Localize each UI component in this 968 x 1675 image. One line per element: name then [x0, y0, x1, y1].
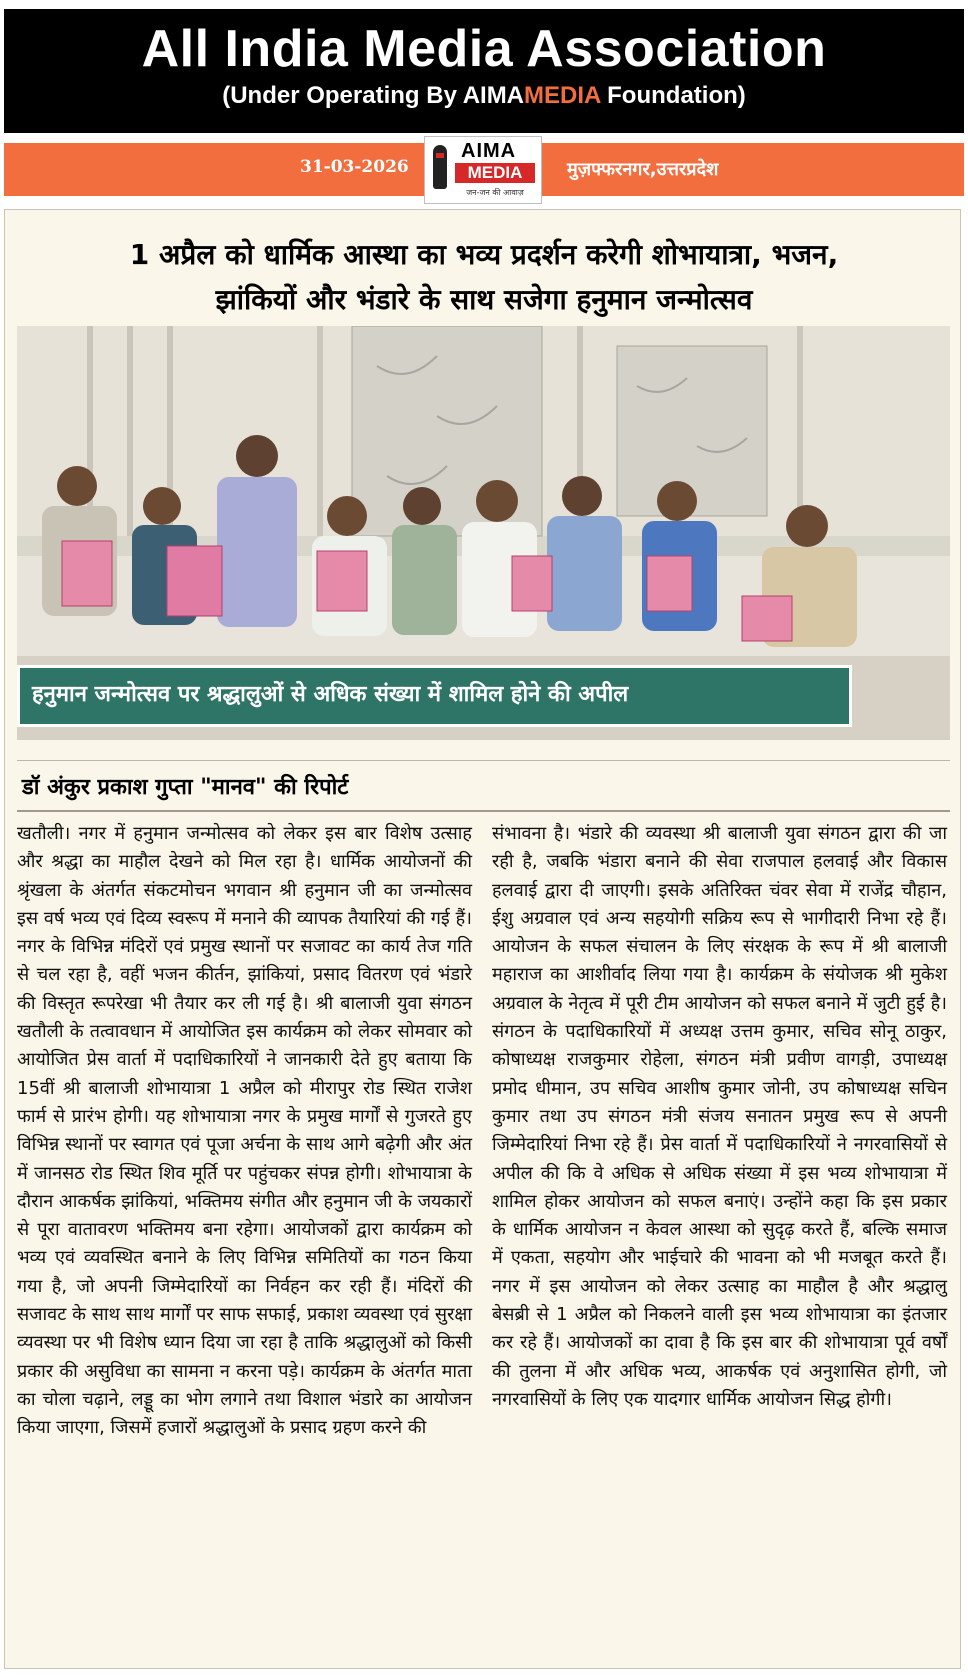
article-headline: [18, 232, 950, 322]
subtitle-pre: (Under Operating By AIMA: [222, 82, 525, 109]
dateline-location: मुज़फ्फरनगर,उत्तरप्रदेश: [567, 159, 719, 180]
subtitle-post: Foundation): [600, 82, 746, 109]
microphone-icon: [433, 145, 447, 189]
aima-media-logo: [424, 136, 542, 204]
masthead-subtitle: [4, 79, 964, 113]
masthead-title: All India Media Association: [141, 20, 827, 78]
headline-line-1: 1 अप्रैल को धार्मिक आस्था का भव्य प्रदर्शन करेगी शोभायात्रा, भजन,: [129, 238, 839, 271]
divider: [17, 810, 950, 812]
logo-media-text: MEDIA: [455, 163, 535, 183]
logo-aima-text: AIMA: [461, 140, 517, 162]
logo-tagline: जन-जन की आवाज़: [466, 188, 524, 197]
reporter-byline: डॉ अंकुर प्रकाश गुप्ता "मानव" की रिपोर्ट: [22, 775, 349, 800]
masthead: [4, 9, 964, 133]
article-column-right: संभावना है। भंडारे की व्यवस्था श्री बालाजी युवा संगठन द्वारा की जा रही है, जबकि भंडारा बनाने की सेवा राजपाल हलवाई और विकास हलवाई द्वारा दी जाएगी। इसके अतिरिक्त चंवर सेवा में राजेंद्र चौहान, ईशु अग्रवाल एवं अन्य सहयोगी सक्रिय रूप से भागीदारी निभा रहे हैं। आयोजन के सफल संचालन के लिए संरक्षक के रूप में श्री बालाजी महाराज का आशीर्वाद लिया गया है। कार्यक्रम के संयोजक श्री मुकेश अग्रवाल के नेतृत्व में पूरी टीम आयोजन को सफल बनाने में जुटी हुई है। संगठन के पदाधिकारियों में अध्यक्ष उत्तम कुमार, सचिव सोनू ठाकुर, कोषाध्यक्ष राजकुमार रोहेला, संगठन मंत्री प्रवीण वागड़ी, उपाध्यक्ष प्रमोद धीमान, उप सचिव आशीष कुमार जोनी, उप कोषाध्यक्ष सचिन कुमार तथा उप संगठन मंत्री संजय सनातन प्रमुख रूप से अपनी जिम्मेदारियां निभा रहे हैं। प्रेस वार्ता में पदाधिकारियों ने नगरवासियों से अपील की कि वे अधिक से अधिक संख्या में इस भव्य शोभायात्रा में शामिल होकर आयोजन को सफल बनाएं। उन्होंने कहा कि इस प्रकार के धार्मिक आयोजन न केवल आस्था को सुदृढ़ करते हैं, बल्कि समाज में एकता, सहयोग और भाईचारे की भावना को भी मजबूत करते हैं। नगर में इस आयोजन को लेकर उत्साह का माहौल है और श्रद्धालु बेसब्री से 1 अप्रैल को निकलने वाली इस भव्य शोभायात्रा का इंतजार कर रहे हैं। आयोजकों का दावा है कि इस बार की शोभायात्रा पूर्व वर्षों की तुलना में और अधिक भव्य, आकर्षक एवं अनुशासित होगी, जो नगरवासियों के लिए एक यादगार धार्मिक आयोजन सिद्ध होगी।: [492, 823, 947, 1410]
article-column-left: खतौली। नगर में हनुमान जन्मोत्सव को लेकर इस बार विशेष उत्साह और श्रद्धा का माहौल देखने को मिल रहा है। धार्मिक आयोजनों की श्रृंखला के अंतर्गत संकटमोचन भगवान श्री हनुमान जी का जन्मोत्सव इस वर्ष भव्य एवं दिव्य स्वरूप में मनाने की व्यापक तैयारियां की गई हैं। नगर के विभिन्न मंदिरों एवं प्रमुख स्थानों पर सजावट का कार्य तेज गति से चल रहा है, वहीं भजन कीर्तन, झांकियां, प्रसाद वितरण एवं भंडारे की विस्तृत रूपरेखा भी तैयार कर ली गई है। श्री बालाजी युवा संगठन खतौली के तत्वावधान में आयोजित इस कार्यक्रम को लेकर सोमवार को आयोजित प्रेस वार्ता में पदाधिकारियों ने जानकारी देते हुए बताया कि 15वीं श्री बालाजी शोभायात्रा 1 अप्रैल को मीरापुर रोड स्थित राजेश फार्म से प्रारंभ होगी। यह शोभायात्रा नगर के प्रमुख मार्गों से गुजरते हुए विभिन्न स्थानों पर स्वागत एवं पूजा अर्चना के साथ आगे बढ़ेगी और अंत में जानसठ रोड स्थित शिव मूर्ति पर पहुंचकर संपन्न होगी। शोभायात्रा के दौरान आकर्षक झांकियां, भक्तिमय संगीत और हनुमान जी के जयकारों से पूरा वातावरण भक्तिमय बना रहेगा। आयोजकों द्वारा कार्यक्रम को भव्य एवं व्यवस्थित बनाने के लिए विभिन्न समितियों का गठन किया गया है, जो अपनी जिम्मेदारियों का निर्वहन कर रही हैं। मंदिरों की सजावट के साथ साथ मार्गों पर साफ सफाई, प्रकाश व्यवस्था एवं सुरक्षा व्यवस्था पर भी विशेष ध्यान दिया जा रहा है ताकि श्रद्धालुओं को किसी प्रकार की असुविधा का सामना न करना पड़े। कार्यक्रम के अंतर्गत माता का चोला चढ़ाने, लड्डू का भोग लगाने तथा विशाल भंडारे का आयोजन किया जाएगा, जिसमें हजारों श्रद्धालुओं के प्रसाद ग्रहण करने की: [17, 823, 472, 1439]
divider: [17, 760, 950, 761]
photo-caption: हनुमान जन्मोत्सव पर श्रद्धालुओं से अधिक संख्या में शामिल होने की अपील: [17, 665, 852, 727]
headline-line-2: झांकियों और भंडारे के साथ सजेगा हनुमान जन्मोत्सव: [215, 283, 753, 316]
publish-date: 31-03-2026: [300, 157, 409, 177]
subtitle-highlight: MEDIA: [524, 82, 601, 109]
